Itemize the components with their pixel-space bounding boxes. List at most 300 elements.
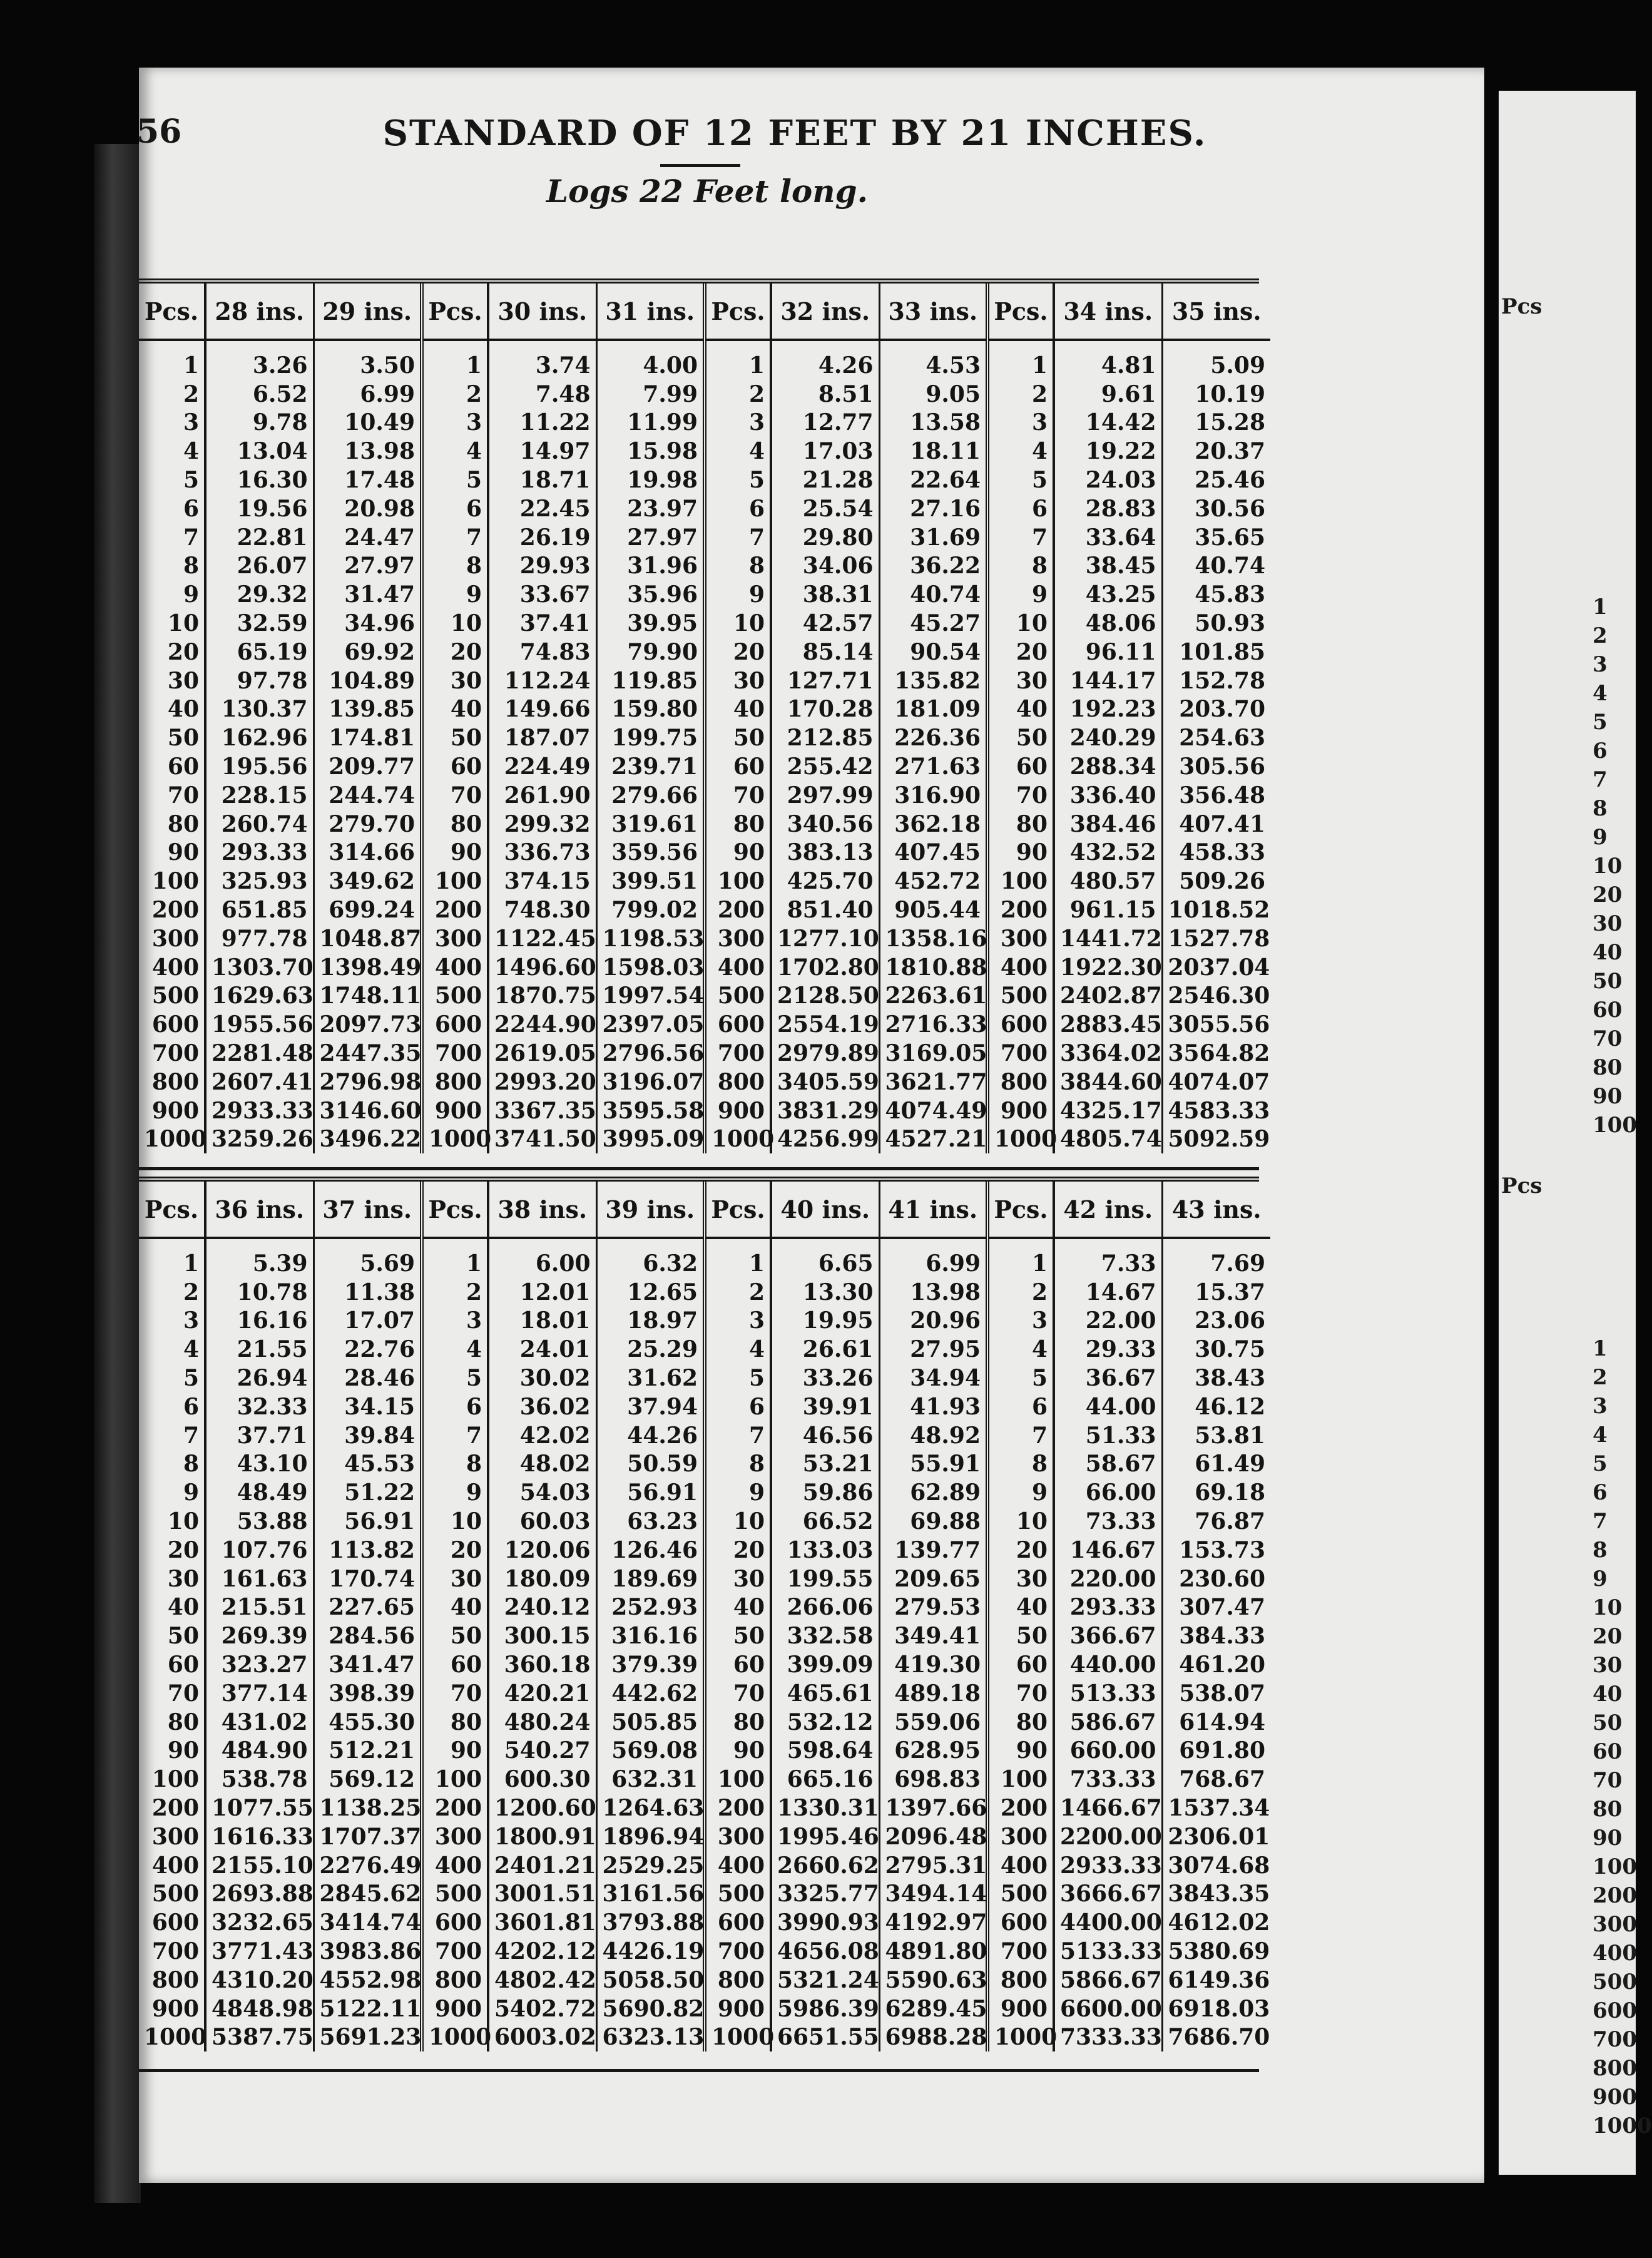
value-cell: 7.69 [1210, 1250, 1265, 1277]
value-cell: 768.67 [1179, 1766, 1265, 1793]
pcs-cell: 4 [705, 1335, 771, 1364]
value-cell: 22.76 [314, 1335, 422, 1364]
value-cell: 5590.63 [879, 1966, 987, 1995]
value-cell: 1702.80 [771, 953, 879, 982]
value-cell: 2529.25 [596, 1851, 705, 1880]
value-cell: 2401.21 [488, 1851, 596, 1880]
value-cell: 3146.60 [314, 1096, 422, 1125]
pcs-cell: 50 [139, 723, 205, 752]
pcs-cell: 40 [139, 1593, 205, 1622]
value-cell: 4.81 [1054, 340, 1162, 380]
pcs-cell: 60 [987, 752, 1054, 781]
pcs-cell: 3 [139, 409, 205, 437]
table-row [139, 839, 1270, 867]
next-page-pcs-number: 30 [1593, 1653, 1623, 1678]
pcs-cell: 80 [139, 810, 205, 839]
next-page-pcs-number: 20 [1593, 882, 1623, 907]
table-row [139, 1593, 1270, 1622]
pcs-cell: 300 [705, 924, 771, 953]
pcs-cell: 80 [422, 810, 488, 839]
value-cell: 2993.20 [488, 1068, 596, 1096]
pcs-cell: 1 [422, 1238, 488, 1278]
value-cell: 5866.67 [1054, 1966, 1162, 1995]
column-header: 35 ins. [1162, 284, 1270, 340]
pcs-cell: 700 [422, 1937, 488, 1966]
value-cell: 7.48 [488, 380, 596, 409]
table-row [139, 1851, 1270, 1880]
pcs-cell: 10 [987, 609, 1054, 638]
value-cell: 69.18 [1195, 1479, 1265, 1506]
value-cell: 1629.63 [205, 982, 314, 1011]
value-cell: 29.80 [771, 523, 879, 552]
value-cell: 3161.56 [596, 1880, 705, 1909]
pcs-cell: 6 [987, 494, 1054, 523]
pcs-cell: 700 [139, 1937, 205, 1966]
table-row [139, 1096, 1270, 1125]
value-cell: 532.12 [771, 1708, 879, 1737]
pcs-cell: 70 [422, 1679, 488, 1708]
value-cell: 1303.70 [205, 953, 314, 982]
pcs-cell: 200 [705, 1794, 771, 1822]
value-cell: 59.86 [771, 1478, 879, 1507]
value-cell: 2883.45 [1054, 1010, 1162, 1039]
table-row [139, 1765, 1270, 1794]
value-cell: 4612.02 [1168, 1909, 1270, 1936]
value-cell: 600.30 [488, 1765, 596, 1794]
value-cell: 20.96 [879, 1307, 987, 1336]
value-cell: 1048.87 [314, 924, 422, 953]
value-cell: 3169.05 [879, 1039, 987, 1068]
value-cell: 3259.26 [205, 1125, 314, 1154]
pcs-cell: 2 [139, 1278, 205, 1307]
value-cell: 53.21 [771, 1450, 879, 1479]
pcs-cell: 10 [987, 1507, 1054, 1536]
value-cell: 4400.00 [1054, 1908, 1162, 1937]
pcs-cell: 3 [705, 409, 771, 437]
table-row [139, 638, 1270, 667]
value-cell: 18.97 [596, 1307, 705, 1336]
pcs-cell: 4 [987, 437, 1054, 466]
value-cell: 228.15 [205, 781, 314, 810]
value-cell: 4802.42 [488, 1966, 596, 1995]
pcs-cell: 8 [987, 552, 1054, 581]
value-cell: 48.92 [879, 1421, 987, 1450]
value-cell: 7686.70 [1168, 2024, 1270, 2051]
next-page-pcs-number: 80 [1593, 1797, 1623, 1822]
table-row [139, 1125, 1270, 1154]
value-cell: 11.22 [488, 409, 596, 437]
value-cell: 161.63 [205, 1565, 314, 1593]
pcs-cell: 90 [705, 1737, 771, 1765]
table-row [139, 1622, 1270, 1650]
value-cell: 2796.56 [596, 1039, 705, 1068]
table-row [139, 1708, 1270, 1737]
next-page-pcs-number: 3 [1593, 1394, 1608, 1419]
value-cell: 2979.89 [771, 1039, 879, 1068]
pcs-cell: 5 [139, 1364, 205, 1392]
value-cell: 1810.88 [879, 953, 987, 982]
value-cell: 336.73 [488, 839, 596, 867]
table-row [139, 494, 1270, 523]
value-cell: 40.74 [1195, 553, 1265, 580]
value-cell: 2096.48 [879, 1822, 987, 1851]
pcs-cell: 50 [705, 1622, 771, 1650]
value-cell: 3.74 [488, 340, 596, 380]
pcs-cell: 4 [705, 437, 771, 466]
column-header: 32 ins. [771, 284, 879, 340]
pcs-cell: 7 [139, 523, 205, 552]
table-row [139, 752, 1270, 781]
value-cell: 33.26 [771, 1364, 879, 1392]
value-cell: 26.07 [205, 552, 314, 581]
value-cell: 5380.69 [1168, 1938, 1270, 1965]
value-cell: 24.47 [314, 523, 422, 552]
table-row [139, 1421, 1270, 1450]
value-cell: 76.87 [1195, 1508, 1265, 1535]
pcs-cell: 4 [422, 437, 488, 466]
pcs-cell: 500 [705, 982, 771, 1011]
value-cell: 51.22 [314, 1478, 422, 1507]
value-cell: 17.03 [771, 437, 879, 466]
book-spine-shadow [94, 144, 141, 2203]
value-cell: 6289.45 [879, 1995, 987, 2023]
value-cell: 420.21 [488, 1679, 596, 1708]
column-header: 34 ins. [1054, 284, 1162, 340]
pcs-cell: 1 [705, 1238, 771, 1278]
value-cell: 538.07 [1179, 1680, 1265, 1707]
pcs-cell: 50 [139, 1622, 205, 1650]
value-cell: 19.22 [1054, 437, 1162, 466]
value-cell: 27.97 [596, 523, 705, 552]
value-cell: 2276.49 [314, 1851, 422, 1880]
value-cell: 3325.77 [771, 1880, 879, 1909]
value-cell: 12.65 [596, 1278, 705, 1307]
value-cell: 22.00 [1054, 1307, 1162, 1336]
value-cell: 2281.48 [205, 1039, 314, 1068]
next-page-pcs-number: 600 [1593, 1998, 1637, 2023]
value-cell: 1077.55 [205, 1794, 314, 1822]
value-cell: 340.56 [771, 810, 879, 839]
page-title: STANDARD OF 12 FEET BY 21 INCHES. [382, 113, 1207, 154]
pcs-cell: 70 [987, 781, 1054, 810]
value-cell: 144.17 [1054, 667, 1162, 695]
value-cell: 126.46 [596, 1536, 705, 1565]
next-page-pcs-number: 6 [1593, 1480, 1608, 1505]
pcs-cell: 10 [139, 1507, 205, 1536]
value-cell: 3983.86 [314, 1937, 422, 1966]
next-page-pcs-number: 800 [1593, 2056, 1637, 2081]
next-page-pcs-header: Pcs [1501, 294, 1542, 319]
value-cell: 691.80 [1179, 1737, 1265, 1764]
value-cell: 2933.33 [1054, 1851, 1162, 1880]
pcs-cell: 6 [422, 1392, 488, 1421]
value-cell: 2554.19 [771, 1010, 879, 1039]
column-header: 42 ins. [1054, 1182, 1162, 1238]
pcs-cell: 1 [705, 340, 771, 380]
value-cell: 230.60 [1179, 1565, 1265, 1592]
value-cell: 266.06 [771, 1593, 879, 1622]
value-cell: 8.51 [771, 380, 879, 409]
pcs-cell: 20 [422, 1536, 488, 1565]
pcs-cell: 1000 [139, 2023, 205, 2052]
value-cell: 224.49 [488, 752, 596, 781]
column-header: 33 ins. [879, 284, 987, 340]
value-cell: 4.00 [596, 340, 705, 380]
value-cell: 362.18 [879, 810, 987, 839]
pcs-cell: 10 [422, 1507, 488, 1536]
value-cell: 3367.35 [488, 1096, 596, 1125]
pcs-cell: 60 [705, 1650, 771, 1679]
value-cell: 1122.45 [488, 924, 596, 953]
pcs-cell: 20 [139, 1536, 205, 1565]
value-cell: 2619.05 [488, 1039, 596, 1068]
value-cell: 284.56 [314, 1622, 422, 1650]
pcs-cell: 5 [987, 466, 1054, 494]
value-cell: 3595.58 [596, 1096, 705, 1125]
value-cell: 4891.80 [879, 1937, 987, 1966]
value-cell: 11.38 [314, 1278, 422, 1307]
value-cell: 1997.54 [596, 982, 705, 1011]
table-row [139, 466, 1270, 494]
value-cell: 540.27 [488, 1737, 596, 1765]
value-cell: 19.95 [771, 1307, 879, 1336]
next-page-pcs-number: 2 [1593, 623, 1608, 648]
value-cell: 300.15 [488, 1622, 596, 1650]
value-cell: 2546.30 [1168, 983, 1270, 1009]
value-cell: 271.63 [879, 752, 987, 781]
value-cell: 181.09 [879, 695, 987, 724]
value-cell: 9.05 [879, 380, 987, 409]
pcs-cell: 300 [139, 1822, 205, 1851]
pcs-cell: 6 [139, 494, 205, 523]
pcs-header: Pcs. [422, 284, 488, 340]
next-page-pcs-number: 300 [1593, 1912, 1637, 1937]
value-cell: 260.74 [205, 810, 314, 839]
value-cell: 2933.33 [205, 1096, 314, 1125]
value-cell: 5321.24 [771, 1966, 879, 1995]
value-cell: 29.32 [205, 580, 314, 609]
value-cell: 458.33 [1179, 839, 1265, 866]
pcs-cell: 500 [139, 1880, 205, 1909]
value-cell: 34.06 [771, 552, 879, 581]
value-cell: 12.77 [771, 409, 879, 437]
pcs-cell: 100 [705, 1765, 771, 1794]
value-cell: 4074.07 [1168, 1068, 1270, 1095]
pcs-cell: 5 [139, 466, 205, 494]
table-row [139, 982, 1270, 1011]
pcs-cell: 70 [987, 1679, 1054, 1708]
value-cell: 22.81 [205, 523, 314, 552]
value-cell: 96.11 [1054, 638, 1162, 667]
value-cell: 19.56 [205, 494, 314, 523]
value-cell: 56.91 [314, 1507, 422, 1536]
pcs-cell: 9 [139, 1478, 205, 1507]
pcs-cell: 3 [987, 409, 1054, 437]
value-cell: 66.52 [771, 1507, 879, 1536]
value-cell: 3.26 [205, 340, 314, 380]
column-header: 37 ins. [314, 1182, 422, 1238]
value-cell: 314.66 [314, 839, 422, 867]
value-cell: 2263.61 [879, 982, 987, 1011]
value-cell: 69.88 [879, 1507, 987, 1536]
value-cell: 27.95 [879, 1335, 987, 1364]
value-cell: 1616.33 [205, 1822, 314, 1851]
value-cell: 3055.56 [1168, 1011, 1270, 1038]
page-subtitle: Logs 22 Feet long. [546, 173, 868, 210]
pcs-cell: 800 [139, 1068, 205, 1096]
pcs-cell: 90 [139, 839, 205, 867]
next-page-pcs-number: 90 [1593, 1826, 1623, 1851]
pcs-cell: 2 [422, 380, 488, 409]
pcs-cell: 200 [705, 896, 771, 924]
pcs-cell: 5 [705, 466, 771, 494]
pcs-cell: 2 [139, 380, 205, 409]
value-cell: 107.76 [205, 1536, 314, 1565]
column-header: 29 ins. [314, 284, 422, 340]
pcs-cell: 80 [987, 810, 1054, 839]
pcs-cell: 100 [705, 867, 771, 896]
value-cell: 10.49 [314, 409, 422, 437]
value-cell: 733.33 [1054, 1765, 1162, 1794]
next-page-pcs-number: 50 [1593, 969, 1623, 994]
pcs-header: Pcs. [705, 1182, 771, 1238]
pcs-cell: 300 [705, 1822, 771, 1851]
pcs-cell: 900 [139, 1995, 205, 2023]
value-cell: 27.16 [879, 494, 987, 523]
table-row [139, 924, 1270, 953]
pcs-cell: 40 [987, 695, 1054, 724]
next-page-pcs-number: 500 [1593, 1969, 1637, 1995]
value-cell: 1358.16 [879, 924, 987, 953]
value-cell: 69.92 [314, 638, 422, 667]
value-cell: 26.19 [488, 523, 596, 552]
table-row [139, 867, 1270, 896]
value-cell: 332.58 [771, 1622, 879, 1650]
pcs-cell: 90 [139, 1737, 205, 1765]
value-cell: 120.06 [488, 1536, 596, 1565]
next-page-pcs-number: 60 [1593, 1739, 1623, 1764]
pcs-cell: 90 [705, 839, 771, 867]
value-cell: 2447.35 [314, 1039, 422, 1068]
pcs-cell: 1000 [139, 1125, 205, 1154]
value-cell: 442.62 [596, 1679, 705, 1708]
value-cell: 36.02 [488, 1392, 596, 1421]
pcs-cell: 30 [422, 667, 488, 695]
value-cell: 379.39 [596, 1650, 705, 1679]
value-cell: 799.02 [596, 896, 705, 924]
value-cell: 6.99 [879, 1238, 987, 1278]
value-cell: 851.40 [771, 896, 879, 924]
table-row [139, 1238, 1270, 1278]
value-cell: 316.16 [596, 1622, 705, 1650]
value-cell: 252.93 [596, 1593, 705, 1622]
next-page-pcs-number: 3 [1593, 652, 1608, 677]
table-row [139, 340, 1270, 380]
value-cell: 209.77 [314, 752, 422, 781]
pcs-cell: 40 [705, 1593, 771, 1622]
pcs-cell: 60 [139, 1650, 205, 1679]
value-cell: 39.95 [596, 609, 705, 638]
value-cell: 1198.53 [596, 924, 705, 953]
next-page-pcs-number: 5 [1593, 1451, 1608, 1476]
value-cell: 13.30 [771, 1278, 879, 1307]
value-cell: 1896.94 [596, 1822, 705, 1851]
pcs-cell: 100 [987, 1765, 1054, 1794]
pcs-cell: 4 [987, 1335, 1054, 1364]
next-page-pcs-number: 4 [1593, 1423, 1608, 1448]
value-cell: 2128.50 [771, 982, 879, 1011]
table-row [139, 409, 1270, 437]
value-cell: 48.49 [205, 1478, 314, 1507]
value-cell: 48.02 [488, 1450, 596, 1479]
value-cell: 3.50 [314, 340, 422, 380]
value-cell: 5691.23 [314, 2023, 422, 2052]
value-cell: 130.37 [205, 695, 314, 724]
table-row [139, 1880, 1270, 1909]
value-cell: 3995.09 [596, 1125, 705, 1154]
value-cell: 977.78 [205, 924, 314, 953]
pcs-cell: 300 [422, 1822, 488, 1851]
value-cell: 4426.19 [596, 1937, 705, 1966]
value-cell: 38.45 [1054, 552, 1162, 581]
value-cell: 598.64 [771, 1737, 879, 1765]
pcs-cell: 40 [705, 695, 771, 724]
table-row [139, 1010, 1270, 1039]
value-cell: 6.65 [771, 1238, 879, 1278]
next-page-pcs-number: 400 [1593, 1941, 1637, 1966]
pcs-cell: 700 [705, 1937, 771, 1966]
value-cell: 1598.03 [596, 953, 705, 982]
pcs-header: Pcs. [987, 1182, 1054, 1238]
pcs-cell: 7 [705, 523, 771, 552]
value-cell: 15.98 [596, 437, 705, 466]
value-cell: 6003.02 [488, 2023, 596, 2052]
value-cell: 2037.04 [1168, 954, 1270, 981]
column-header: 30 ins. [488, 284, 596, 340]
pcs-cell: 7 [422, 523, 488, 552]
pcs-cell: 70 [422, 781, 488, 810]
value-cell: 3001.51 [488, 1880, 596, 1909]
value-cell: 1441.72 [1054, 924, 1162, 953]
value-cell: 455.30 [314, 1708, 422, 1737]
pcs-cell: 300 [139, 924, 205, 953]
pcs-cell: 900 [987, 1995, 1054, 2023]
pcs-cell: 70 [705, 781, 771, 810]
value-cell: 2845.62 [314, 1880, 422, 1909]
value-cell: 614.94 [1179, 1709, 1265, 1735]
value-cell: 33.64 [1054, 523, 1162, 552]
value-cell: 3741.50 [488, 1125, 596, 1154]
pcs-cell: 9 [987, 580, 1054, 609]
next-page-pcs-number: 900 [1593, 2085, 1637, 2110]
table-row [139, 1364, 1270, 1392]
pcs-cell: 2 [987, 380, 1054, 409]
table-row [139, 609, 1270, 638]
value-cell: 489.18 [879, 1679, 987, 1708]
value-cell: 1800.91 [488, 1822, 596, 1851]
table-row [139, 1478, 1270, 1507]
pcs-cell: 600 [705, 1010, 771, 1039]
next-page-pcs-number: 30 [1593, 911, 1623, 936]
table-header-row [139, 284, 1270, 340]
value-cell: 255.42 [771, 752, 879, 781]
value-cell: 316.90 [879, 781, 987, 810]
value-cell: 5690.82 [596, 1995, 705, 2023]
value-cell: 6.32 [596, 1238, 705, 1278]
pcs-cell: 6 [987, 1392, 1054, 1421]
value-cell: 3844.60 [1054, 1068, 1162, 1096]
value-cell: 23.97 [596, 494, 705, 523]
